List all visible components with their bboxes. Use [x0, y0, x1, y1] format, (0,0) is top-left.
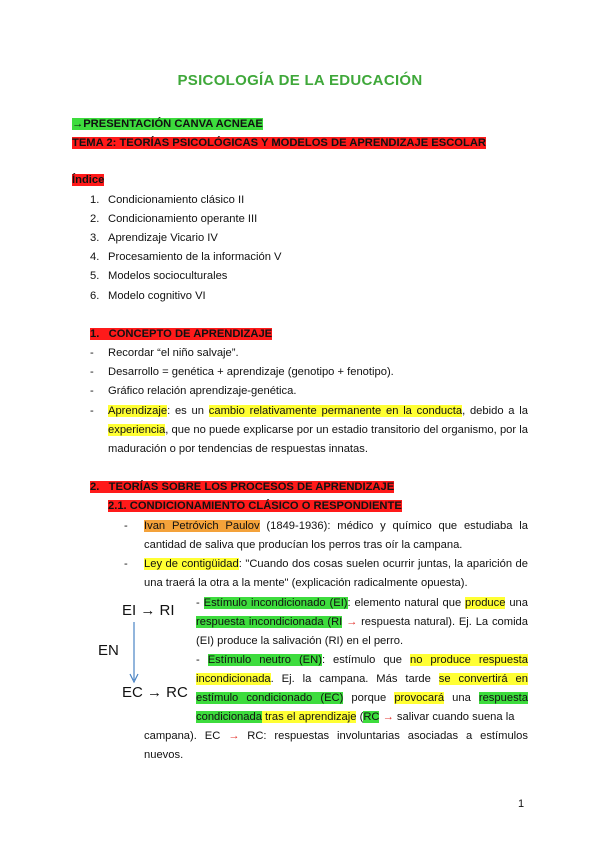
ley-paragraph: Ley de contigüidad: "Cuando dos cosas suelen ocurrir juntas, la aparición de una traerá la otra a la mente" (explicación radicalmente opuesta). [144, 558, 528, 589]
diagram-en: EN [98, 642, 119, 659]
pavlov-paragraph: Ivan Petróvich Paulov (1849-1936): médico y químico que estudiaba la cantidad de saliva que producían los perros tras oír la campana. [144, 520, 528, 551]
index-heading: Índice [72, 174, 105, 186]
list-item: 1. Condicionamiento clásico II [90, 194, 245, 206]
list-item: 3. Aprendizaje Vicario IV [90, 232, 218, 244]
page-number: 1 [518, 798, 525, 810]
list-item: - Recordar “el niño salvaje”. [90, 347, 239, 359]
diagram-ei-ri: EI → RI [122, 602, 175, 619]
down-arrow-icon [124, 622, 144, 686]
section2-heading: 2. TEORÍAS SOBRE LOS PROCESOS DE APRENDIZAJE [90, 481, 395, 493]
presentation-link[interactable] [72, 118, 263, 130]
list-item: 5. Modelos socioculturales [90, 270, 228, 282]
ei-paragraph: - Estímulo incondicionado (EI): elemento natural que produce una respuesta incondicionada (RI → respuesta natural). Ej. La comida (EI) produce la salivación (RI) en el perro. [196, 597, 529, 647]
list-item: 2. Condicionamiento operante III [90, 213, 258, 225]
definition-paragraph: Aprendizaje: es un cambio relativamente permanente en la conducta, debido a la experiencia, que no puede explicarse por un estadio transitorio del organismo, por la maduración o por tendencias de respuestas innatas. [108, 405, 529, 455]
diagram-ec-rc: EC → RC [122, 684, 188, 701]
presentation-label: →PRESENTACIÓN CANVA ACNEAE [72, 118, 263, 130]
list-item: - Gráfico relación aprendizaje-genética. [90, 385, 297, 397]
en-paragraph: - Estímulo neutro (EN): estímulo que no produce respuesta incondicionada. Ej. la campana. Más tarde se convertirá en estímulo condicionado (EC) porque provocará una respuesta condicionada tras el aprendizaje (RC → salivar cuando suena la [196, 654, 528, 723]
list-item: 6. Modelo cognitivo VI [90, 290, 206, 302]
section1-heading: 1. CONCEPTO DE APRENDIZAJE [90, 328, 273, 340]
list-item: 4. Procesamiento de la información V [90, 251, 282, 263]
conditioning-diagram [84, 594, 196, 708]
list-item: - Desarrollo = genética + aprendizaje (genotipo + fenotipo). [90, 366, 394, 378]
document-title: PSICOLOGÍA DE LA EDUCACIÓN [177, 72, 423, 89]
tema-heading: TEMA 2: TEORÍAS PSICOLÓGICAS Y MODELOS DE APRENDIZAJE ESCOLAR [72, 137, 486, 149]
subsection-heading: 2.1. CONDICIONAMIENTO CLÁSICO O RESPONDIENTE [108, 500, 402, 512]
en-continuation: campana). EC → RC: respuestas involuntarias asociadas a estímulos nuevos. [144, 730, 528, 761]
